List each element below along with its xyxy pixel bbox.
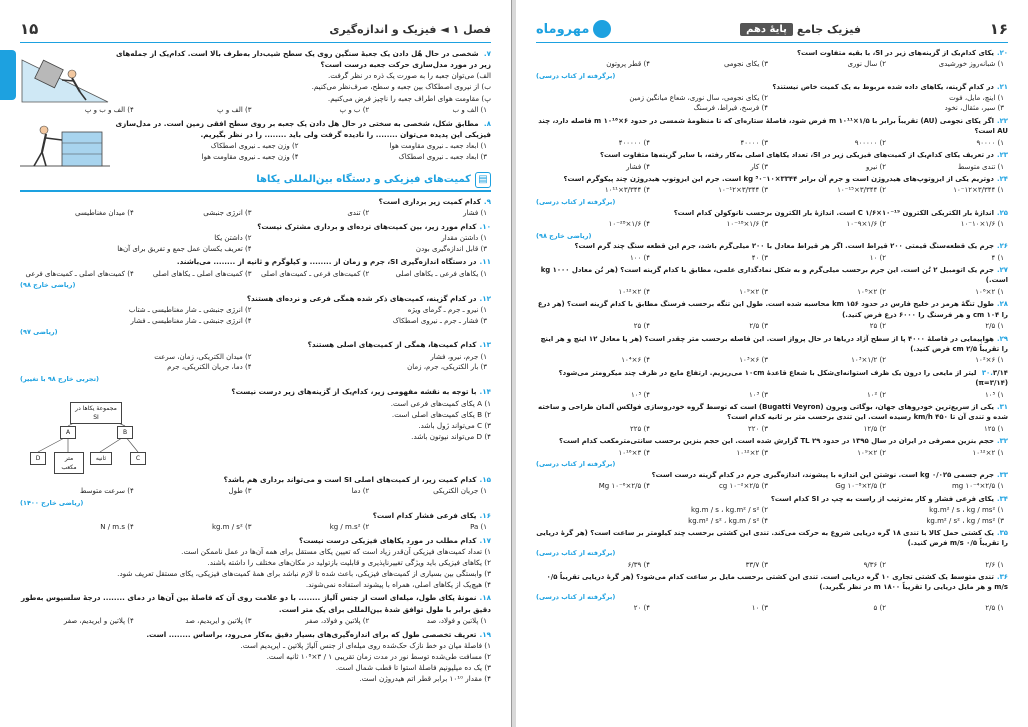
option-3[interactable]: ۳) ۱۰³	[748, 390, 768, 399]
option-2[interactable]: ۲) ۱۲/۵	[863, 424, 886, 433]
option-3[interactable]: ۳) ۳۳/۷	[745, 560, 768, 569]
option-3[interactable]: ۳) ابعاد جعبه ـ نیروی اصطکاک	[398, 152, 487, 161]
question-26	[536, 232, 1008, 264]
option-4[interactable]: ۴) ۱/۶×۱۰⁻²⁸	[608, 220, 650, 229]
chapter-title: فصل ۱ ◄ فیزیک و اندازه‌گیری	[329, 22, 491, 36]
option-1[interactable]: ۱) تندی متوسط	[957, 162, 1004, 171]
question-number: ۳۳.	[996, 470, 1008, 479]
header-rule	[536, 42, 1008, 43]
section-title: کمیت‌های فیزیکی و دستگاه بین‌المللی یکاها	[256, 173, 471, 185]
option-3[interactable]: ۳) کار	[750, 162, 768, 171]
question-text: حجم بنزین مصرفی در ایران در سال ۱۳۹۵ در حدود ۲۹ TL گزارش شده است. این حجم بنزین برحسب سانتی‌مترمکعب کدام است؟	[558, 437, 994, 446]
options	[20, 522, 491, 533]
left-content	[20, 48, 491, 721]
question-number: ۳۵.	[996, 529, 1008, 538]
question-23	[536, 150, 1008, 172]
option-1[interactable]: ۱) Pa	[470, 522, 487, 531]
option-1[interactable]: ۱) اینچ، مایل، فوت	[949, 93, 1004, 102]
option-2[interactable]: ۲) مسافت طی‌شده توسط نور در مدت زمان تقریبی ۱ / ۳×۱۰⁸ ثانیه است.	[266, 651, 491, 661]
question-32	[536, 436, 1008, 458]
option-3[interactable]: ۳) ۲×۱۰¹²	[736, 448, 768, 457]
chapter-tab	[0, 50, 16, 100]
section-header	[20, 172, 491, 192]
question-number: ۱۲.	[479, 293, 491, 303]
question-number: ۷.	[483, 49, 491, 58]
question-number: ۱۹.	[479, 629, 491, 639]
option-3[interactable]: ۳) یک ده میلیونیم فاصلهٔ استوا تا قطب شمال است.	[335, 662, 491, 672]
question-27	[536, 265, 1008, 297]
option-2[interactable]: ۲) میدان الکتریکی، زمان، سرعت	[154, 352, 252, 361]
option-4[interactable]: ۴) مقدار ۱۰¹⁰ برابر قطر اتم هیدروژن است.	[359, 674, 491, 684]
option-2[interactable]: ۲) ۹۰۰۰۰۰	[854, 138, 886, 147]
question-number: ۱۰.	[479, 221, 491, 231]
option-4[interactable]: ۴) ۲×۱۰¹²	[618, 287, 650, 296]
option-1[interactable]: ۱) ۲/۵	[985, 322, 1004, 331]
option-1[interactable]: ۱) ۲/۶	[985, 560, 1004, 569]
question-text: تندی متوسط یک کشتی تجاری ۱۰ گره دریایی است. تندی این کشتی برحسب مایل بر ساعت کدام می‌شود؟ (هر گرهٔ دریایی تقریباً ۰/۵ m/s و هر مایل دریایی را تقریباً ۱۸۰۰ m در نظر بگیرید.)	[546, 573, 1008, 592]
question-text: کدام مورد زیر، بین کمیت‌های نرده‌ای و برداری مشترک نیست؟	[257, 221, 477, 231]
option-4[interactable]: ۴) دما، جریان الکتریکی، جرم	[167, 363, 252, 372]
option-2[interactable]: ۲) ۱۰	[869, 253, 886, 262]
question-text: شخصی در حال هُل دادن یک جعبهٔ سنگین روی یک سطح شیب‌دار به‌طرف بالا است. کدام‌یک از جمله‌های زیر در مورد مدل‌سازی حرکت جعبه درست است؟	[115, 49, 491, 70]
option-1[interactable]: ۱) فاصلهٔ میان دو خط نازک حک‌شده روی میله‌ای از جنس آلیاژ پلاتین ـ ایریدیم است.	[240, 640, 491, 650]
option-2[interactable]: ۲) kg.m / s ، kg.m² / s²	[690, 506, 768, 515]
map-node-b: B	[117, 426, 133, 439]
question-34	[536, 494, 1008, 526]
map-node-a: A	[60, 426, 76, 439]
question-text: جرم یک قطعه‌سنگ قیمتی ۲۰۰ قیراط است. اگر هر قیراط معادل با ۲۰۰ میلی‌گرم باشد، جرم این قطعه سنگ چند گرم است؟	[574, 242, 994, 251]
options	[20, 269, 491, 280]
option-4[interactable]: ۴) میدان مغناطیسی	[75, 208, 134, 217]
option-2[interactable]: ۲) یکاهای فیزیکی باید ویژگی تغییرناپذیری و قابلیت بازتولید در مکان‌های مختلف را داشته باشند.	[207, 557, 491, 567]
option-1[interactable]: ۱) ابعاد جعبه ـ نیروی مقاومت هوا	[389, 141, 487, 150]
options	[114, 141, 491, 163]
document-icon: ▤	[475, 172, 491, 188]
option-2[interactable]: ۲) ۱/۶×۱۰⁻۹	[846, 220, 886, 229]
option-1[interactable]: ۱) شبانه‌روز خورشیدی	[938, 60, 1004, 69]
option-1[interactable]: ۱) ۲/۵×۱۰⁻⁴ mg	[951, 482, 1004, 491]
option-2[interactable]: ۲) ۲۵	[869, 322, 886, 331]
option-2[interactable]: ۲) ۱/۲×۱۰³	[851, 356, 886, 365]
option-3[interactable]: ۳) الف و پ	[217, 105, 252, 114]
option-2[interactable]: ۲) تندی	[347, 208, 370, 217]
question-8	[20, 118, 491, 163]
option-2[interactable]: ۲) ۲/۵×۱۰⁻⁸ Gg	[835, 482, 886, 491]
question-13	[20, 339, 491, 384]
left-header	[20, 18, 491, 40]
question-11	[20, 256, 491, 290]
option-4[interactable]: ۴) سرعت متوسط	[80, 486, 134, 495]
question-number: ۹.	[483, 196, 491, 206]
option-2[interactable]: ۲) ۲×۱۰⁹	[857, 448, 886, 457]
option-4[interactable]: ۴) قطر پروتون	[606, 60, 650, 69]
option-3[interactable]: ۳) ۶×۱۰³	[739, 356, 768, 365]
option-1[interactable]: ۱) ۲×۱۰⁶	[975, 287, 1004, 296]
question-9	[20, 196, 491, 219]
option-3[interactable]: ۳) سیر، مثقال، نخود	[944, 104, 1004, 113]
question-text: مطابق شکل، شخصی به سختی در حال هل دادن یک جعبه بر روی سطح افقی زمین است. در مدل‌سازی فیزیکی این پدیده می‌توان ........ را نادیده گرفت ولی باید ........ را در نظر بگیریم.	[115, 118, 491, 139]
question-14	[20, 386, 491, 471]
question-text: تعریف تخصصی طول که برای اندازه‌گیری‌های بسیار دقیق به‌کار می‌رود، براساس ........ است.	[146, 629, 477, 639]
option-2[interactable]: ۲) ۱۰²	[866, 390, 886, 399]
option-1[interactable]: ۱) داشتن مقدار	[441, 233, 487, 242]
question-number: ۲۷.	[996, 266, 1008, 275]
question-text: دوتریم یکی از ایزوتوپ‌های هیدروژن است و جرم آن برابر ۳۳۴۴×۱۰⁻³۰ kg است. جرم این ایزوتوپ هیدروژن چند پیکوگرم است؟	[563, 175, 994, 184]
options	[536, 321, 1008, 332]
option-1[interactable]: ۱) جریان الکتریکی	[433, 486, 487, 495]
option-4[interactable]: ۴) ۶×۱۰⁴	[621, 356, 650, 365]
option-4[interactable]: ۴) kg.m² / s² ، kg.m / s²	[688, 516, 768, 525]
options	[536, 185, 1008, 196]
publisher-name: مهروماه	[536, 21, 590, 37]
book-title: فیزیک جامع	[796, 22, 861, 36]
option-4[interactable]: ۴) کمیت‌های اصلی ـ کمیت‌های فرعی	[25, 269, 134, 278]
option-3[interactable]: ۳) ۳/۳۴۴×۱۰⁻¹۲	[718, 186, 768, 195]
question-number: ۳۶.	[996, 573, 1008, 582]
question-text: یک کشتی حمل کالا با تندی ۱۸ گره دریایی شروع به حرکت می‌کند. تندی این کشتی برحسب چند کیلومتر بر ساعت است؟ (هر گرهٔ دریایی را تقریباً ۰/۵ m/s فرض کنید.)	[536, 529, 1008, 548]
question-7	[20, 48, 491, 116]
option-4[interactable]: ۴) ۱۰۰	[629, 253, 650, 262]
option-3[interactable]: ۳) قابل اندازه‌گیری بودن	[415, 244, 487, 253]
question-text: طول تنگهٔ هرمز در خلیج فارس در حدود ۱۵۶ km محاسبه شده است. طول این تنگه برحسب فرسنگ مطابق با کدام گزینه است؟ (هر ذرع را ۱۰۴ cm و هر فرسنگ را ۶۰۰۰ ذرع فرض کنید.)	[537, 300, 1008, 319]
question-31	[536, 402, 1008, 434]
option-1[interactable]: ۱) ۱۰⁵	[984, 390, 1004, 399]
option-4[interactable]: ۴) هیچ‌یک از یکاهای اصلی، همراه با پیشوند استفاده نمی‌شوند.	[305, 580, 491, 590]
question-12	[20, 293, 491, 338]
options	[20, 352, 491, 374]
option-2[interactable]: ۲) یکای نجومی، سال نوری، شعاع میانگین زمین	[629, 93, 768, 102]
option-2[interactable]: ۲) B یکای کمیت‌های اصلی است.	[391, 409, 491, 419]
option-3[interactable]: ۳) بار الکتریکی، جرم، زمان	[407, 363, 487, 372]
option-1[interactable]: ۱) پلاتین و فولاد، صد	[426, 616, 487, 625]
option-4[interactable]: ۴) ۲۰	[633, 604, 650, 613]
question-text: اگر یکای نجومی (AU) تقریباً برابر با ۱/۵×۱۰¹¹ m فرض شود، فاصلهٔ ستاره‌ای که تا منظومهٔ شمسی در حدود ۶×۱۰¹⁶ m فاصله دارد، چند AU است؟	[538, 116, 1008, 136]
map-node-f: ثانیه	[90, 452, 112, 465]
options	[536, 162, 1008, 173]
options	[536, 481, 1008, 492]
question-35	[536, 528, 1008, 570]
option-3[interactable]: ۳) پلاتین و ایریدیم، صد	[185, 616, 252, 625]
option-2[interactable]: ۲) انرژی جنبشی ـ شار مغناطیسی ـ شتاب	[128, 305, 252, 314]
map-node-c: C	[130, 452, 146, 465]
options	[536, 93, 1008, 114]
left-page	[0, 0, 512, 727]
map-root: مجموعهٔ یکاها در SI	[70, 402, 122, 425]
statement-a: الف) می‌توان جعبه را به صورت یک ذره در نظر گرفت.	[328, 71, 491, 81]
question-30	[536, 368, 1008, 400]
statement-b: ب) از نیروی اصطکاک بین جعبه و سطح، صرف‌نظر می‌کنیم.	[311, 82, 491, 92]
option-1[interactable]: ۱) ۴	[991, 253, 1004, 262]
slope-illustration	[20, 48, 110, 104]
option-4[interactable]: ۴) فرسخ، فیراط، فرسنگ	[693, 104, 768, 113]
options	[536, 59, 1008, 70]
question-17	[20, 535, 491, 591]
question-text: در کدام گزینه، کمیت‌های ذکر شده همگی فرعی و نرده‌ای هستند؟	[246, 293, 477, 303]
question-text: در دستگاه اندازه‌گیری SI، جرم و زمان از ........ و کیلوگرم و ثانیه از ........ می‌باشند.	[176, 257, 477, 267]
question-number: ۱۸.	[479, 593, 491, 603]
option-1[interactable]: ۱) الف و ب	[452, 105, 487, 114]
source-reference: (برگرفته از کتاب درسی)	[536, 460, 616, 469]
option-3[interactable]: ۳) ۲/۵×۱۰⁻² cg	[718, 482, 768, 491]
options	[20, 208, 491, 219]
option-3[interactable]: ۳) یکای نجومی	[723, 60, 768, 69]
options	[536, 253, 1008, 264]
options	[20, 486, 491, 497]
question-22	[536, 116, 1008, 148]
options	[20, 305, 491, 327]
option-1[interactable]: ۱) ۳/۳۴۴×۱۰⁻۱۲	[953, 186, 1004, 195]
question-number: ۳۲.	[996, 437, 1008, 446]
option-4[interactable]: ۴) ۲/۵×۱۰⁻⁶ Mg	[598, 482, 650, 491]
question-number: ۱۵.	[479, 474, 491, 484]
statement-c: پ) مقاومت هوای اطراف جعبه را ناچیز فرض می‌کنیم.	[327, 93, 491, 103]
question-28	[536, 299, 1008, 331]
option-4[interactable]: ۴) ۶/۳۹	[627, 560, 650, 569]
question-number: ۱۴.	[479, 387, 491, 397]
question-text: اندازهٔ بار الکتریکی الکترون C ۱/۶×۱۰⁻¹⁹ است. اندازهٔ بار الکترون برحسب نانوکولن کدام است؟	[673, 208, 994, 217]
source-reference: (ریاضی خارج ۹۸)	[20, 281, 76, 290]
question-25	[536, 198, 1008, 230]
question-number: ۲۲.	[996, 116, 1008, 125]
option-4[interactable]: ۴) ۴۰۰۰۰۰	[618, 138, 650, 147]
option-1[interactable]: ۱) ۱/۶×۱۰⁻۱۰	[960, 220, 1004, 229]
book-title-group	[740, 23, 861, 36]
option-4[interactable]: ۴) الف و ب و پ	[84, 105, 134, 114]
question-number: ۳۴.	[996, 494, 1008, 503]
option-3[interactable]: ۳) ۴۰۰۰۰	[740, 138, 768, 147]
option-1[interactable]: ۱) نیرو ـ جرم ـ گرمای ویژه	[407, 305, 487, 314]
question-20	[536, 48, 1008, 70]
option-4[interactable]: ۴) فشار	[626, 162, 650, 171]
option-2[interactable]: ۲) ۹/۳۶	[863, 560, 886, 569]
option-3[interactable]: ۳) انرژی جنبشی	[203, 208, 252, 217]
option-2[interactable]: ۲) ۳/۳۴۴×۱۰⁻¹⁵	[837, 186, 886, 195]
option-1[interactable]: ۱) ۹۰۰۰۰	[976, 138, 1004, 147]
option-4[interactable]: ۴) تعریف یکسان عمل جمع و تفریق برای آن‌ها	[117, 244, 252, 253]
option-4[interactable]: ۴) ۳×۱۰¹⁶	[618, 448, 650, 457]
map-node-e: متر مکعب	[54, 452, 84, 475]
question-number: ۲۵.	[996, 208, 1008, 217]
option-2[interactable]: ۲) کمیت‌های فرعی ـ کمیت‌های اصلی	[260, 269, 370, 278]
options	[536, 424, 1008, 435]
option-1[interactable]: ۱) یکاهای فرعی ـ یکاهای اصلی	[395, 269, 487, 278]
question-text: هواپیمایی در فاصلهٔ ۴۰۰۰ پا از سطح آزاد دریاها در حال پرواز است. این فاصله برحسب متر چقدر است؟ (هر پا معادل ۱۲ اینچ و هر اینچ را تقریباً ۲/۵ cm فرض کنید.)	[540, 334, 1008, 353]
question-text: ۳/۱۴ لیتر از مایعی را درون یک ظرف استوانه‌ای‌شکل با شعاع قاعدهٔ ۱۰cm می‌ریزیم. ارتفاع مایع در ظرف چند میکرومتر می‌شود؟ (π=۳/۱۴)	[558, 368, 1008, 388]
question-24	[536, 174, 1008, 196]
question-text: یکای کدام‌یک از گزینه‌های زیر در SI، با بقیه متفاوت است؟	[797, 49, 994, 57]
question-text: در تعریف یکای کدام‌یک از کمیت‌های فیزیکی زیر در SI، تعداد یکاهای اصلی به‌کار رفته، با سایر گزینه‌ها متفاوت است؟	[599, 151, 994, 160]
question-text: کدام کمیت زیر برداری است؟	[378, 196, 481, 206]
option-4[interactable]: ۴) ۳/۳۴۴×۱۰¹¹	[604, 186, 650, 195]
right-page	[516, 0, 1028, 727]
source-reference: (برگرفته از کتاب درسی)	[536, 592, 616, 601]
question-text: جرم یک اتومبیل ۲ تُن است. این جرم برحسب میلی‌گرم و به شکل نمادگذاری علمی، مطابق با کدام گزینه است؟ (هر تُن معادل ۱۰۰۰ kg است.)	[540, 266, 1008, 285]
right-header	[536, 18, 1008, 40]
option-3[interactable]: ۳) ۲۲۰	[747, 424, 768, 433]
question-text: کدام کمیت‌ها، همگی از کمیت‌های اصلی هستند؟	[307, 340, 477, 350]
source-reference: (برگرفته از کتاب درسی)	[536, 197, 616, 206]
options	[20, 105, 491, 116]
options	[20, 616, 491, 627]
option-1[interactable]: ۱) kg.m² / s ، kg / ms²	[929, 506, 1004, 515]
publisher-logo-icon	[593, 20, 611, 38]
options	[536, 505, 1008, 526]
option-4[interactable]: ۴) انرژی جنبشی ـ شار مغناطیسی ـ فشار	[130, 316, 252, 325]
options	[536, 355, 1008, 366]
options	[536, 560, 1008, 571]
options	[536, 287, 1008, 298]
question-number: ۲۶.	[996, 242, 1008, 251]
option-3[interactable]: ۳) ۱۰	[751, 604, 768, 613]
question-number: ۳۰.	[981, 368, 993, 377]
option-3[interactable]: ۳) kg.m / s²	[211, 522, 252, 531]
map-node-d: D	[30, 452, 46, 465]
source-reference: (تجربی خارج ۹۸ با تغییر)	[20, 375, 100, 384]
option-3[interactable]: ۳) ۴۰	[751, 253, 768, 262]
options	[536, 390, 1008, 401]
source-reference: (ریاضی ۹۷)	[20, 328, 58, 337]
option-4[interactable]: ۴) N / m.s	[100, 522, 134, 531]
option-3[interactable]: ۳) کمیت‌های اصلی ـ یکاهای اصلی	[152, 269, 252, 278]
question-text: یکی از سریع‌ترین خودروهای جهان، بوگاتی ویرون (Bugatti Veyron) است که توسط گروه خودروسازی فولکس آلمان طراحی و ساخته شده و تندی آن تا ۴۵۰ km/h رسیده است. این تندی برحسب متر بر ثانیه کدام است؟	[538, 403, 1008, 422]
question-number: ۲۰.	[996, 49, 1008, 57]
option-1[interactable]: ۱) ۱۲۵	[983, 424, 1004, 433]
option-3[interactable]: ۳) طول	[228, 486, 252, 495]
question-text: کدام کمیت زیر، از کمیت‌های اصلی SI است و می‌تواند برداری هم باشد؟	[223, 474, 477, 484]
source-reference: (ریاضی خارج ۹۸)	[536, 231, 592, 240]
question-15	[20, 474, 491, 508]
question-number: ۲۴.	[996, 175, 1008, 184]
option-2[interactable]: ۲) kg / m.s²	[329, 522, 370, 531]
concept-map	[20, 400, 170, 470]
source-reference: (برگرفته از کتاب درسی)	[536, 71, 616, 80]
question-text: یکای فرعی فشار و کار به‌ترتیب از راست به چپ در SI کدام است؟	[770, 494, 994, 503]
option-3[interactable]: ۳) وابستگی بین بسیاری از کمیت‌های فیزیکی، باعث شده تا لازم نباشد برای همهٔ کمیت‌های فیزیکی، یکای مستقل تعریف شود.	[117, 569, 491, 579]
options	[536, 448, 1008, 459]
option-1[interactable]: ۱) جرم، نیرو، فشار	[430, 352, 487, 361]
question-10	[20, 221, 491, 255]
question-number: ۱۱.	[479, 257, 491, 267]
source-reference: (برگرفته از کتاب درسی)	[536, 548, 616, 557]
option-2[interactable]: ۲) وزن جعبه ـ نیروی اصطکاک	[210, 141, 299, 150]
question-number: ۱۳.	[479, 340, 491, 350]
question-text: جرم جسمی ۰/۰۲۵ kg است. نوشتن این اندازه با پیشوند، اندازه‌گیری جرم در کدام گزینه درست است؟	[651, 470, 994, 479]
option-1[interactable]: ۱) فشار	[463, 208, 487, 217]
options	[536, 603, 1008, 614]
page-number: ۱۶	[989, 20, 1008, 38]
question-number: ۱۷.	[479, 535, 491, 545]
source-reference: (ریاضی خارج ۱۴۰۰)	[20, 498, 84, 507]
option-3[interactable]: ۳) C می‌تواند ژول باشد.	[418, 420, 491, 430]
option-2[interactable]: ۲) ۲×۱۰⁸	[857, 287, 886, 296]
grade-badge: پایهٔ دهم	[740, 23, 793, 36]
header-rule	[20, 42, 491, 43]
question-text: کدام مطلب در مورد یکاهای فیزیکی درست نیست؟	[298, 535, 477, 545]
option-4[interactable]: ۴) ۲۲۵	[629, 424, 650, 433]
question-16	[20, 510, 491, 533]
option-4[interactable]: ۴) پلاتین و ایریدیم، صفر	[63, 616, 134, 625]
option-3[interactable]: ۳) ۱/۶×۱۰⁻¹⁸	[726, 220, 768, 229]
options	[20, 233, 491, 255]
options	[536, 138, 1008, 149]
option-2[interactable]: ۲) سال نوری	[847, 60, 886, 69]
question-text: یکای فرعی فشار کدام است؟	[372, 510, 477, 520]
question-number: ۸.	[483, 118, 491, 128]
page-number: ۱۵	[20, 20, 39, 38]
option-4[interactable]: ۴) ۲۵	[633, 322, 650, 331]
publisher-brand	[536, 20, 611, 38]
option-4[interactable]: ۴) ۱۰⁵	[630, 390, 650, 399]
option-2[interactable]: ۲) ۵	[873, 604, 886, 613]
question-number: ۲۱.	[996, 82, 1008, 91]
question-18	[20, 592, 491, 626]
option-1[interactable]: ۱) ۶×۱۰²	[975, 356, 1004, 365]
option-1[interactable]: ۱) ۲×۱۰¹²	[972, 448, 1004, 457]
option-3[interactable]: ۳) ۲×۱۰⁹	[739, 287, 768, 296]
option-2[interactable]: ۲) پلاتین و فولاد، صفر	[305, 616, 370, 625]
option-1[interactable]: ۱) ۲/۵	[985, 604, 1004, 613]
question-19	[20, 629, 491, 685]
option-4[interactable]: ۴) D می‌تواند نیوتون باشد.	[411, 431, 491, 441]
push-box-illustration	[20, 118, 110, 168]
option-2[interactable]: ۲) داشتن یکا	[214, 233, 252, 242]
option-1[interactable]: ۱) تعداد کمیت‌های فیزیکی آن‌قدر زیاد است که تعیین یکای مستقل برای همه آن‌ها در عمل ناممکن است.	[181, 546, 491, 556]
option-2[interactable]: ۲) ب و پ	[339, 105, 370, 114]
right-content	[536, 48, 1008, 721]
option-4[interactable]: ۴) وزن جعبه ـ نیروی مقاومت هوا	[201, 152, 299, 161]
question-text: نمونهٔ یکای طول، میله‌ای است از جنس آلیاژ ........ با دو علامت روی آن که فاصلهٔ بین آن‌ها در دمای ........ درجهٔ سلسیوس به‌طور دقیق برابر با طول توافق شدهٔ بین‌المللی برای یک متر است.	[20, 593, 491, 614]
question-text: با توجه به نقشه مفهومی زیر، کدام‌یک از گزینه‌های زیر درست نیست؟	[231, 387, 477, 397]
options	[536, 219, 1008, 230]
option-2[interactable]: ۲) دما	[351, 486, 370, 495]
question-36	[536, 572, 1008, 614]
option-1[interactable]: ۱) A یکای کمیت‌های فرعی است.	[390, 398, 491, 408]
option-3[interactable]: ۳) فشار ـ جرم ـ نیروی اصطکاک	[392, 316, 487, 325]
option-2[interactable]: ۲) نیرو	[865, 162, 886, 171]
question-number: ۲۳.	[996, 151, 1008, 160]
question-21	[536, 72, 1008, 114]
question-33	[536, 460, 1008, 492]
question-29	[536, 334, 1008, 366]
option-3[interactable]: ۳) kg.m² / s² ، kg / ms²	[926, 516, 1004, 525]
question-number: ۳۱.	[996, 403, 1008, 411]
option-3[interactable]: ۳) ۲/۵	[749, 322, 768, 331]
question-number: ۲۸.	[996, 300, 1008, 309]
question-number: ۱۶.	[479, 510, 491, 520]
question-number: ۲۹.	[996, 334, 1008, 343]
question-text: در کدام گزینه، یکاهای داده شده مربوط به یک کمیت خاص نیستند؟	[772, 82, 994, 91]
